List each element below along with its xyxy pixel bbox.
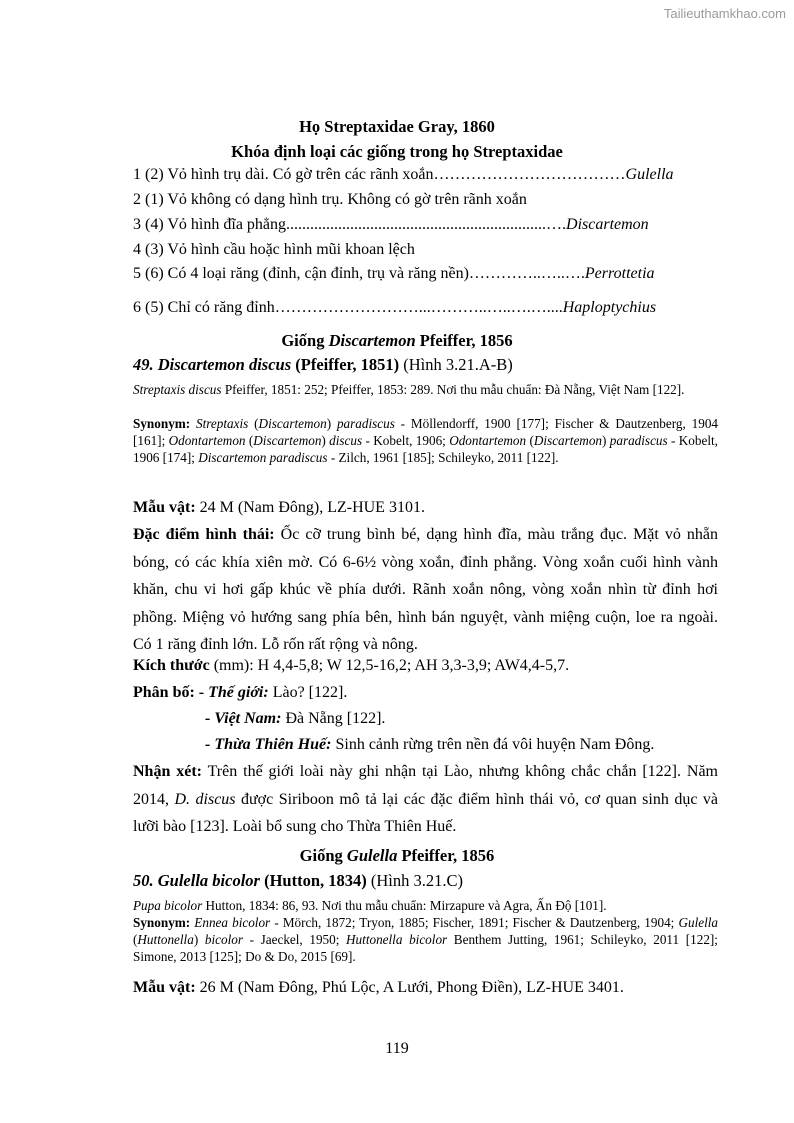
species-number: 49.: [133, 355, 158, 374]
key-text: 2 (1) Vỏ không có dạng hình trụ. Không có gờ trên rãnh xoắn: [133, 191, 527, 208]
synonym-epithet: paradiscus: [609, 433, 668, 448]
species-number: 50.: [133, 871, 158, 890]
distribution-thua-thien-hue: [205, 736, 654, 754]
specimen-label: Mẫu vật:: [133, 979, 196, 996]
watermark: Tailieuthamkhao.com: [663, 6, 786, 21]
synonym-subgenus: Discartemon: [533, 433, 603, 448]
distribution-world-label: Thế giới:: [208, 684, 269, 701]
genus-name: Gulella: [346, 846, 398, 865]
genus-name: Discartemon: [328, 331, 416, 350]
key-line-1: [133, 166, 674, 184]
distribution-vietnam: [205, 710, 385, 728]
synonym-epithet: discus: [329, 433, 363, 448]
remark-text: được Siriboon mô tả lại các đặc điểm hình thái vỏ, cơ quan sinh dục và lưỡi bào [123]. Loài bổ sung cho Thừa Thiên Huế.: [133, 790, 719, 835]
synonym-citation: - Mörch, 1872; Tryon, 1885; Fischer, 1891; Fischer & Dautzenberg, 1904;: [270, 915, 679, 930]
remark-label: Nhận xét:: [133, 763, 202, 780]
distribution-tth-text: Sinh cảnh rừng trên nền đá vôi huyện Nam Đông.: [331, 736, 655, 753]
specimen-49: [133, 499, 425, 517]
key-dots: ………………………...………..…..….…....: [274, 299, 563, 316]
distribution-tth-label: - Thừa Thiên Huế:: [205, 736, 332, 753]
synonym-name: Ennea bicolor: [194, 915, 271, 930]
family-title: Họ Streptaxidae Gray, 1860: [299, 117, 495, 136]
key-dots: …………..…..….: [468, 265, 585, 282]
original-name: Streptaxis discus: [133, 382, 222, 397]
specimen-text: 24 M (Nam Đông), LZ-HUE 3101.: [195, 499, 425, 516]
genus-heading-discartemon: [0, 331, 794, 351]
synonym-name: Huttonella bicolor: [346, 932, 448, 947]
genus-author: Pfeiffer, 1856: [397, 846, 495, 865]
figure-ref: (Hình 3.21.A-B): [399, 355, 513, 374]
key-line-5: [133, 265, 655, 283]
remark-49: [133, 758, 718, 841]
species-heading-49: [133, 355, 513, 375]
original-citation: Hutton, 1834: 86, 93. Nơi thu mẫu chuẩn: Mirzapure và Agra, Ấn Độ [101].: [202, 898, 607, 913]
synonym-block-49: Synonym: Streptaxis (Discartemon) paradiscus - Möllendorff, 1900 [177]; Fischer & Dautzenberg, 1904 [161]; Odontartemon (Discartemon) discus - Kobelt, 1906; Odontartemon (Discartemon) paradiscus - Kobelt, 1906 [174]; Discartemon paradiscus - Zilch, 1961 [185]; Schileyko, 2011 [122].: [133, 416, 719, 465]
size-text: (mm): H 4,4-5,8; W 12,5-16,2; AH 3,3-3,9; AW4,4-5,7.: [209, 657, 570, 674]
genus-heading-gulella: [0, 846, 794, 866]
species-name: Gulella bicolor: [157, 871, 260, 890]
specimen-50: [133, 979, 624, 997]
synonym-subgenus: Discartemon: [258, 416, 327, 431]
figure-ref: (Hình 3.21.C): [366, 871, 464, 890]
original-name: Pupa bicolor: [133, 898, 203, 913]
key-result: Haploptychius: [562, 299, 657, 316]
synonym-block-50: Synonym: Ennea bicolor - Mörch, 1872; Tryon, 1885; Fischer, 1891; Fischer & Dautzenberg, 1904; Gulella (Huttonella) bicolor - Jaeckel, 1950; Huttonella bicolor Benthem Jutting, 1961; Schileyko, 2011 [122]; Simone, 2013 [125]; Do & Do, 2015 [69].: [133, 915, 719, 964]
synonym-citation: Benthem Jutting, 1961; Schileyko, 2011 [122]; Simone, 2013 [125]; Do & Do, 2015 [69].: [133, 932, 718, 964]
synonym-genus: Streptaxis: [196, 416, 249, 431]
original-description-49: [133, 381, 718, 398]
page-number: 119: [385, 1040, 409, 1057]
key-line-2: [133, 191, 527, 209]
key-result: Gulella: [625, 166, 674, 183]
synonym-genus: Odontartemon: [449, 433, 527, 448]
key-title: Khóa định loại các giống trong họ Streptaxidae: [231, 142, 563, 161]
size-label: Kích thước: [133, 657, 210, 674]
specimen-label: Mẫu vật:: [133, 499, 196, 516]
synonym-label: Synonym:: [133, 915, 191, 930]
original-description-50: [133, 897, 718, 914]
key-result: Discartemon: [566, 216, 649, 233]
morphology-49: [133, 521, 718, 659]
specimen-text: 26 M (Nam Đông, Phú Lộc, A Lưới, Phong Điền), LZ-HUE 3401.: [195, 979, 624, 996]
distribution-world: [133, 684, 347, 702]
key-line-6: [133, 299, 656, 317]
original-citation: Pfeiffer, 1851: 252; Pfeiffer, 1853: 289. Nơi thu mẫu chuẩn: Đà Nẵng, Việt Nam [122].: [221, 382, 685, 397]
synonym-subgenus: Discartemon: [253, 433, 322, 448]
key-line-4: [133, 241, 415, 259]
key-text: 3 (4) Vỏ hình đĩa phẳng: [133, 216, 287, 233]
synonym-citation: - Kobelt, 1906 [174];: [133, 433, 718, 465]
distribution-vietnam-text: Đà Nẵng [122].: [281, 710, 386, 727]
morphology-text: Ốc cỡ trung bình bé, dạng hình đĩa, màu trắng đục. Mặt vỏ nhẵn bóng, có các khía xiên mờ. Có 6-6½ vòng xoắn, đỉnh phẳng. Vòng xoắn cuối hình vành khăn, chu vi hơi gấp khúc về phía dưới. Rãnh xoắn nông, vòng xoắn nhìn từ đỉnh hơi phồng. Miệng vỏ hướng sang phía bên, hình bán nguyệt, vành miệng cuộn, loe ra ngoài. Có 1 răng đỉnh lớn. Lỗ rốn rất rộng và nông.: [133, 526, 718, 653]
genus-prefix: Giống: [299, 846, 347, 865]
key-text: 4 (3) Vỏ hình cầu hoặc hình mũi khoan lệch: [133, 241, 415, 258]
remark-species: D. discus: [174, 790, 236, 808]
key-result: Perrottetia: [584, 265, 655, 282]
genus-author: Pfeiffer, 1856: [415, 331, 513, 350]
synonym-genus: Odontartemon: [168, 433, 246, 448]
remark-text: Trên thế giới loài này ghi nhận tại Lào, nhưng không chắc chắn [122]. Năm 2014,: [133, 763, 718, 808]
distribution-world-text: Lào? [122].: [268, 684, 348, 701]
synonym-citation: - Kobelt, 1906;: [362, 433, 450, 448]
size-49: [133, 657, 569, 675]
species-author: (Pfeiffer, 1851): [291, 355, 400, 374]
key-text: 1 (2) Vỏ hình trụ dài. Có gờ trên các rãnh xoắn: [133, 166, 434, 183]
key-text: 5 (6) Có 4 loại răng (đỉnh, cận đỉnh, trụ và răng nền): [133, 265, 469, 282]
synonym-citation: - Möllendorff, 1900 [177]; Fischer & Dautzenberg, 1904 [161];: [133, 416, 719, 448]
synonym-genus: Gulella: [678, 915, 719, 930]
distribution-vietnam-label: - Việt Nam:: [205, 710, 282, 727]
synonym-epithet: paradiscus: [336, 416, 395, 431]
species-name: Discartemon discus: [157, 355, 292, 374]
synonym-citation: - Zilch, 1961 [185]; Schileyko, 2011 [122].: [327, 450, 559, 465]
key-dots: ………………………………: [433, 166, 626, 183]
key-line-3: [133, 216, 649, 234]
morphology-label: Đặc điểm hình thái:: [133, 526, 275, 543]
species-author: (Hutton, 1834): [259, 871, 367, 890]
species-heading-50: [133, 871, 463, 891]
distribution-label: Phân bố: -: [133, 684, 209, 701]
synonym-subgenus: Huttonella: [137, 932, 194, 947]
key-dots: .................................................................….: [286, 216, 567, 233]
genus-prefix: Giống: [281, 331, 329, 350]
synonym-name: Discartemon paradiscus: [198, 450, 328, 465]
key-text: 6 (5) Chỉ có răng đỉnh: [133, 299, 275, 316]
synonym-citation: - Jaeckel, 1950;: [242, 932, 347, 947]
synonym-label: Synonym:: [133, 416, 191, 431]
synonym-epithet: bicolor: [204, 932, 243, 947]
